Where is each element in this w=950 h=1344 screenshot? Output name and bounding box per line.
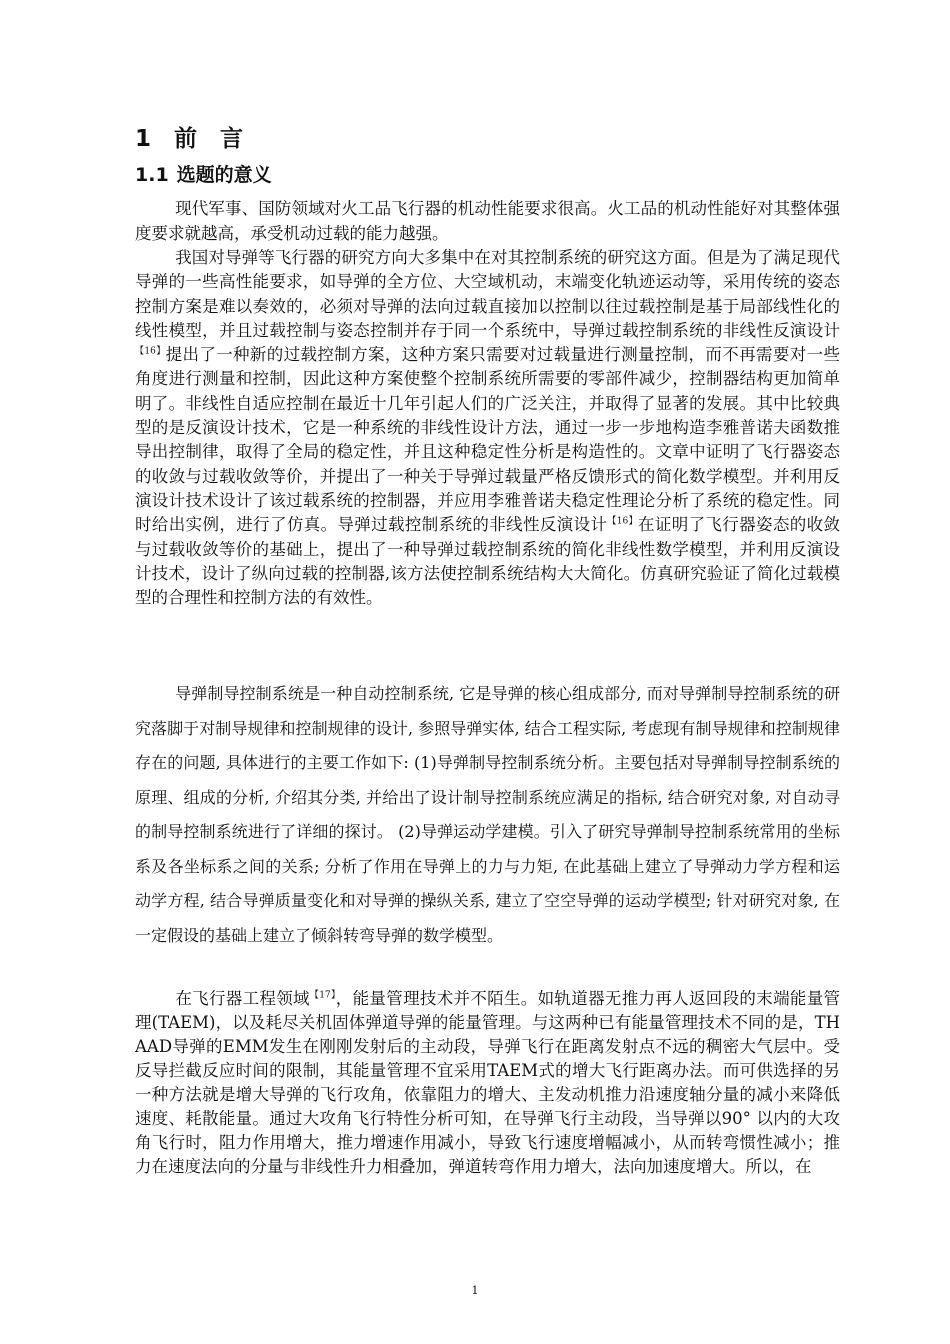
citation-17: 【17】 bbox=[309, 990, 336, 1001]
page-number: 1 bbox=[471, 1284, 479, 1297]
paragraph-2 bbox=[135, 246, 840, 610]
chapter-number: 1 bbox=[135, 126, 153, 152]
paragraph-2-text-a: 我国对导弹等飞行器的研究方向大多集中在对其控制系统的研究这方面。但是为了满足现代导弹的一些高性能要求，如导弹的全方位、大空域机动，末端变化轨迹运动等，采用传统的姿态控制方案是难以奏效的，必须对导弹的法向过载直接加以控制以往过载控制是基于局部线性化的线性模型，并且过载控制与姿态控制并存于同一个系统中，导弹过载控制系统的非线性反演设计 bbox=[135, 248, 840, 340]
citation-16b: 【16】 bbox=[607, 516, 638, 527]
paragraph-1 bbox=[135, 196, 840, 246]
section-title: 选题的意义 bbox=[176, 164, 272, 186]
chapter-title-char-1: 前 bbox=[174, 126, 199, 152]
section-heading bbox=[135, 160, 272, 187]
paragraph-2-text-c: 在证明了飞行器姿态的收敛与过载收敛等价的基础上，提出了一种导弹过载控制系统的简化非线性数学模型，并利用反演设计技术，设计了纵向过载的控制器,该方法使控制系统结构大大简化。仿真研究验证了简化过载模型的合理性和控制方法的有效性。 bbox=[135, 515, 841, 608]
citation-16a: 【16】 bbox=[135, 346, 166, 357]
paragraph-3 bbox=[135, 677, 840, 953]
chapter-heading bbox=[135, 120, 244, 153]
chapter-title-char-2: 言 bbox=[220, 126, 245, 152]
paragraph-1-text: 现代军事、国防领域对火工品飞行器的机动性能要求很高。火工品的机动性能好对其整体强度要求就越高，承受机动过载的能力越强。 bbox=[135, 199, 840, 243]
section-number: 1.1 bbox=[135, 164, 169, 186]
paragraph-4-text-b: ，能量管理技术并不陌生。如轨道器无推力再人返回段的末端能量管理(TAEM)，以及耗尽关机固体弹道导弹的能量管理。与这两种已有能量管理技术不同的是，THAAD导弹的EMM发生在刚刚发射后的主动段，导弹飞行在距离发射点不远的稠密大气层中。受反导拦截反应时间的限制，其能量管理不宜采用TAEM式的增大飞行距离办法。而可供选择的另一种方法就是增大导弹的飞行攻角，依靠阻力的增大、主发动机推力沿速度轴分量的减小来降低速度、耗散能量。通过大攻角飞行特性分析可知，在导弹飞行主动段，当导弹以90° 以内的大攻角飞行时，阻力作用增大，推力增速作用减小，导致飞行速度增幅减小，从而转弯惯性减小；推力在速度法向的分量与非线性升力相叠加，弹道转弯作用力增大，法向加速度增大。所以，在 bbox=[135, 989, 841, 1176]
paragraph-2-text-b: 提出了一种新的过载控制方案，这种方案只需要对过载量进行测量控制，而不再需要对一些角度进行测量和控制，因此这种方案使整个控制系统所需要的零部件减少，控制器结构更加简单明了。非线性自适应控制在最近十几年引起人们的广泛关注，并取得了显著的发展。其中比较典型的是反演设计技术，它是一种系统的非线性设计方法，通过一步一步地构造李雅普诺夫函数推导出控制律，取得了全局的稳定性，并且这种稳定性分析是构造性的。文章中证明了飞行器姿态的收敛与过载收敛等价，并提出了一种关于导弹过载量严格反馈形式的简化数学模型。并利用反演设计技术设计了该过载系统的控制器，并应用李雅普诺夫稳定性理论分析了系统的稳定性。同时给出实例，进行了仿真。导弹过载控制系统的非线性反演设计 bbox=[135, 345, 841, 535]
paragraph-4 bbox=[135, 987, 840, 1179]
paragraph-3-text: 导弹制导控制系统是一种自动控制系统, 它是导弹的核心组成部分, 而对导弹制导控制系统的研究落脚于对制导规律和控制规律的设计, 参照导弹实体, 结合工程实际, 考虑现有制导规律和控制规律存在的问题, 具体进行的主要工作如下: (1)导弹制导控制系统分析。主要包括对导弹制导控制系统的原理、组成的分析, 介绍其分类, 并给出了设计制导控制系统应满足的指标, 结合研究对象, 对自动寻的制导控制系统进行了详细的探讨。 (2)导弹运动学建模。引入了研究导弹制导控制系统常用的坐标系及各坐标系之间的关系; 分析了作用在导弹上的力与力矩, 在此基础上建立了导弹动力学方程和运动学方程, 结合导弹质量变化和对导弹的操纵关系, 建立了空空导弹的运动学模型; 针对研究对象, 在一定假设的基础上建立了倾斜转弯导弹的数学模型。 bbox=[135, 684, 840, 945]
paragraph-4-text-a: 在飞行器工程领域 bbox=[175, 989, 310, 1008]
